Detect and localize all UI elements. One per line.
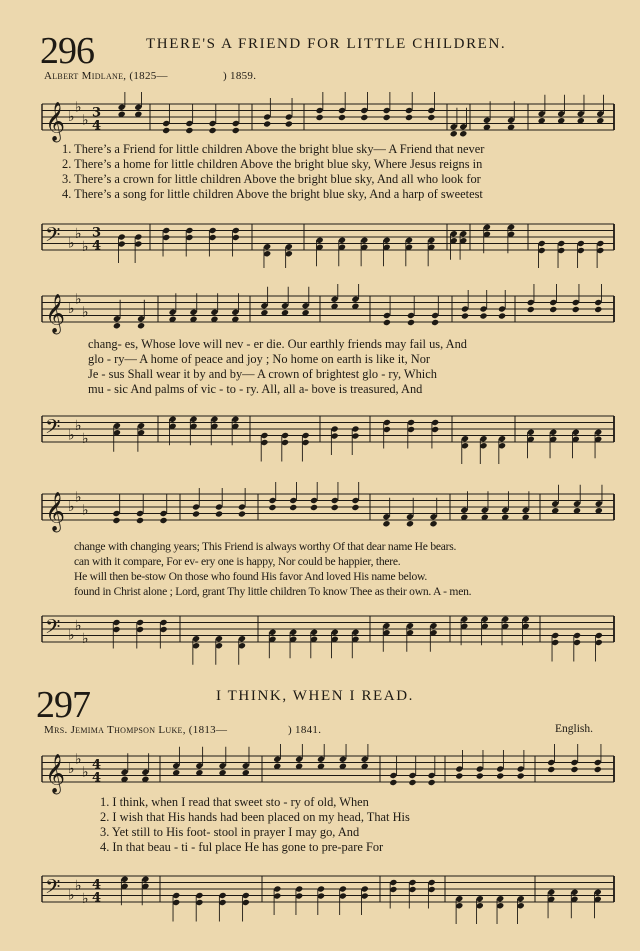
svg-text:♭: ♭	[68, 887, 75, 904]
verse-line: Je - sus Shall wear it by and by— A crown of brightest glo - ry, Which	[88, 367, 437, 381]
svg-text:4: 4	[92, 238, 102, 254]
hymn-title: THERE'S A FRIEND FOR LITTLE CHILDREN.	[146, 36, 507, 52]
hymn-title: I THINK, WHEN I READ.	[216, 688, 415, 704]
verse-line: glo - ry— A home of peace and joy ; No home on earth is like it, Nor	[88, 352, 431, 366]
svg-text:♭: ♭	[82, 890, 89, 907]
bass-staff	[0, 860, 640, 924]
svg-text:𝄞: 𝄞	[45, 753, 66, 794]
svg-text:𝄢: 𝄢	[45, 222, 61, 251]
svg-text:𝄞: 𝄞	[45, 491, 66, 532]
verse-line: 2. I wish that His hands had been placed on my head, That His	[100, 810, 410, 824]
verse-line: 1. There’s a Friend for little children Above the bright blue sky— A Friend that never	[62, 142, 485, 156]
svg-text:♭: ♭	[68, 499, 75, 515]
svg-text:4: 4	[92, 757, 102, 773]
treble-staff	[0, 482, 640, 538]
hymn-author-date: ) 1841.	[288, 724, 322, 736]
svg-text:4: 4	[92, 118, 102, 134]
bass-staff	[0, 208, 640, 268]
treble-staff	[0, 744, 640, 798]
svg-text:♭: ♭	[68, 109, 75, 125]
verse-line: found in Christ alone ; Lord, grant Thy little children To know Thee as their own. A - men.	[74, 585, 472, 598]
verse-line: 4. There’s a song for little children Above the bright blue sky, And a harp of sweetest	[62, 187, 483, 201]
svg-text:𝄢: 𝄢	[45, 874, 61, 903]
svg-text:♭: ♭	[75, 877, 82, 894]
svg-text:𝄞: 𝄞	[45, 101, 66, 142]
svg-text:♭: ♭	[68, 301, 75, 317]
svg-text:𝄢: 𝄢	[45, 414, 61, 443]
hymn-number: 296	[40, 30, 94, 72]
verse-line: 2. There’s a home for little children Above the bright blue sky, Where Jesus reigns in	[62, 157, 483, 171]
treble-staff	[0, 284, 640, 340]
svg-text:♭: ♭	[68, 761, 75, 777]
verse-line: He will then be-stow On those who found His favor And loved His name below.	[74, 570, 428, 583]
svg-text:♭: ♭	[75, 99, 82, 116]
svg-text:4: 4	[92, 770, 102, 786]
verse-line: mu - sic And palms of vic - to - ry. All, all a- bove is treasured, And	[88, 382, 423, 396]
svg-text:♭: ♭	[75, 617, 82, 634]
svg-text:♭: ♭	[82, 630, 89, 647]
svg-text:♭: ♭	[75, 417, 82, 434]
svg-text:♭: ♭	[82, 304, 89, 321]
hymn-author: Mrs. Jemima Thompson Luke, (1813—	[44, 724, 228, 736]
svg-text:♭: ♭	[75, 225, 82, 242]
hymn-author: Albert Midlane, (1825—	[44, 70, 168, 82]
svg-text:♭: ♭	[82, 238, 89, 255]
svg-text:♭: ♭	[75, 291, 82, 308]
verse-line: can with it compare, For ev- ery one is happy, Nor could be happier, there.	[74, 555, 401, 568]
bass-staff	[0, 400, 640, 464]
svg-text:♭: ♭	[68, 427, 75, 444]
verse-line: change with changing years; This Friend is always worthy Of that dear name He bears.	[74, 540, 457, 553]
svg-text:♭: ♭	[68, 627, 75, 644]
svg-text:𝄢: 𝄢	[45, 614, 61, 643]
bass-staff	[0, 600, 640, 670]
svg-text:♭: ♭	[82, 502, 89, 519]
svg-text:♭: ♭	[82, 112, 89, 129]
svg-text:3: 3	[92, 225, 102, 241]
svg-text:♭: ♭	[82, 764, 89, 781]
svg-text:♭: ♭	[75, 751, 82, 768]
hymn-author-date: ) 1859.	[223, 70, 257, 82]
verse-line: chang- es, Whose love will nev - er die. Our earthly friends may fail us, And	[88, 337, 467, 351]
svg-text:3: 3	[92, 105, 102, 121]
verse-line: 3. Yet still to His foot- stool in prayer I may go, And	[100, 825, 360, 839]
svg-text:♭: ♭	[82, 430, 89, 447]
svg-text:𝄞: 𝄞	[45, 293, 66, 334]
svg-text:♭: ♭	[75, 489, 82, 506]
verse-line: 1. I think, when I read that sweet sto - ry of old, When	[100, 795, 369, 809]
hymn-number: 297	[36, 684, 90, 726]
treble-staff	[0, 92, 640, 146]
verse-line: 3. There’s a crown for little children Above the bright blue sky, And all who look for	[62, 172, 481, 186]
verse-line: 4. In that beau - ti - ful place He has gone to pre-pare For	[100, 840, 384, 854]
hymn-composer: English.	[555, 723, 594, 735]
svg-text:♭: ♭	[68, 235, 75, 252]
svg-text:4: 4	[92, 877, 102, 893]
svg-text:4: 4	[92, 890, 102, 906]
